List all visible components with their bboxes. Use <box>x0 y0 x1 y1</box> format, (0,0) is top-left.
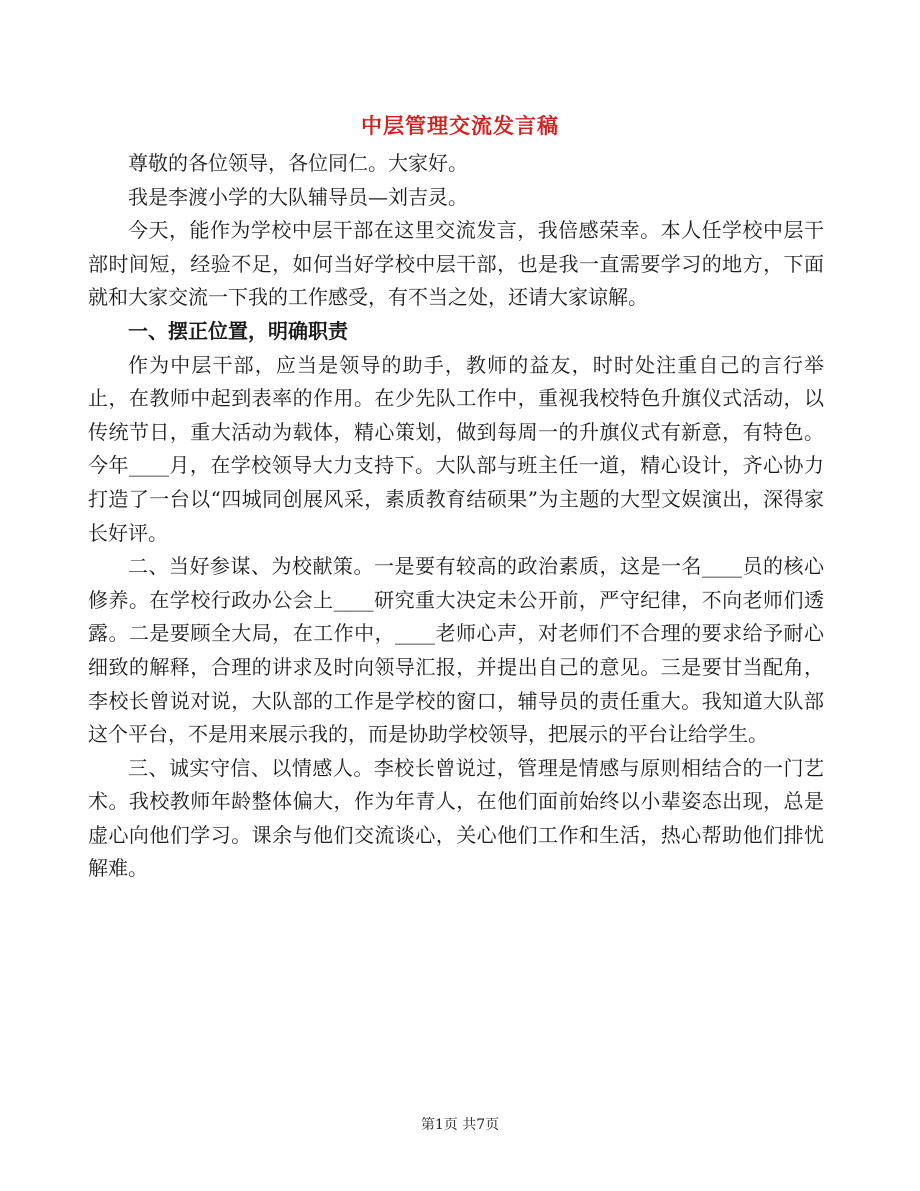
paragraph-section-3: 三、诚实守信、以情感人。李校长曾说过，管理是情感与原则相结合的一门艺术。我校教师年龄整体偏大，作为年青人，在他们面前始终以小辈姿态出现，总是虚心向他们学习。课余与他们交流谈心，关心他们工作和生活，热心帮助他们排忧解难。 <box>88 755 824 881</box>
paragraph-greeting: 尊敬的各位领导，各位同仁。大家好。 <box>128 151 468 175</box>
section-heading-1: 一、摆正位置，明确职责 <box>128 318 348 343</box>
document-body <box>88 147 824 886</box>
paragraph-opening: 今天，能作为学校中层干部在这里交流发言，我倍感荣幸。本人任学校中层干部时间短，经验不足，如何当好学校中层干部，也是我一直需要学习的地方，下面就和大家交流一下我的工作感受，有不当之处，还请大家谅解。 <box>88 218 824 310</box>
paragraph-section-2: 二、当好参谋、为校献策。一是要有较高的政治素质，这是一名____员的核心修养。在学校行政办公会上____研究重大决定未公开前，严守纪律，不向老师们透露。二是要顾全大局，在工作中，____老师心声，对老师们不合理的要求给予耐心细致的解释，合理的讲求及时向领导汇报，并提出自己的意见。三是要甘当配角，李校长曾说对说，大队部的工作是学校的窗口，辅导员的责任重大。我知道大队部这个平台，不是用来展示我的，而是协助学校领导，把展示的平台让给学生。 <box>88 554 824 747</box>
paragraph-section-1: 作为中层干部，应当是领导的助手，教师的益友，时时处注重自己的言行举止，在教师中起到表率的作用。在少先队工作中，重视我校特色升旗仪式活动，以传统节日，重大活动为载体，精心策划，做到每周一的升旗仪式有新意，有特色。今年____月，在学校领导大力支持下。大队部与班主任一道，精心设计，齐心协力打造了一台以“四城同创展风采，素质教育结硕果”为主题的大型文娱演出，深得家长好评。 <box>88 352 824 545</box>
paragraph-introduction: 我是李渡小学的大队辅导员—刘吉灵。 <box>128 184 468 209</box>
page-number-footer: 第1页 共7页 <box>420 1117 500 1133</box>
document-title: 中层管理交流发言稿 <box>361 114 559 138</box>
